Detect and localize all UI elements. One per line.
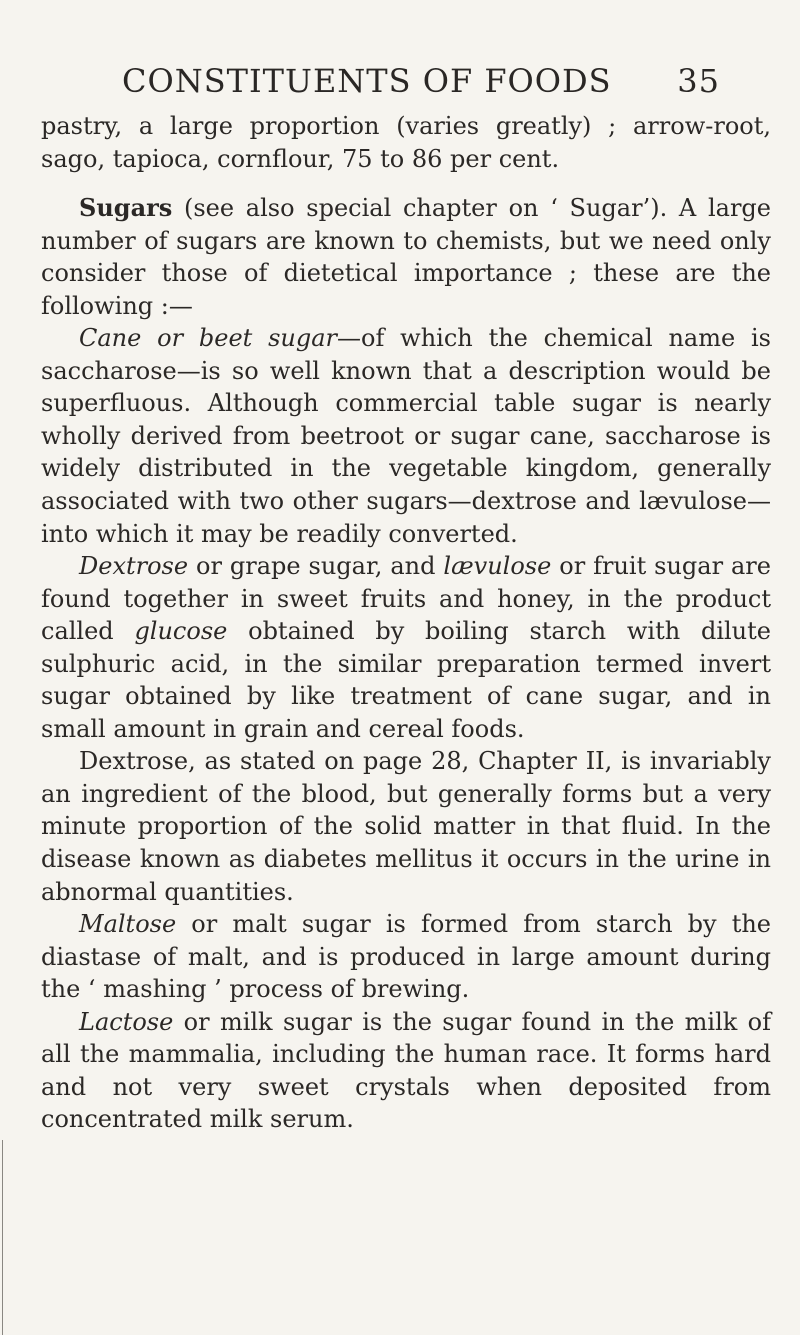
page-header (122, 62, 720, 112)
paragraph-cane-beet-sugar (41, 322, 771, 550)
paragraph-text: or milk sugar is the sugar found in the milk of all the mammalia, including the human race. It forms hard and not very sweet crystals when deposited from concentrated milk serum. (41, 1007, 771, 1134)
section-heading-sugars: Sugars (79, 193, 173, 223)
paragraph-starches-continued (41, 110, 771, 175)
page-edge-line (2, 1140, 3, 1335)
paragraph-text: or malt sugar is formed from starch by the diastase of malt, and is produced in large amount during the ‘ mashing ’ process of brewing. (41, 910, 771, 1004)
paragraph-dextrose-blood (41, 745, 771, 908)
paragraph-text: Dextrose, as stated on page 28, Chapter II, is invariably an ingredient of the blood, but generally forms but a very minute proportion of the solid matter in that fluid. In the disease known as diabetes mellitus it occurs in the urine in abnormal quantities. (41, 747, 771, 906)
paragraph-text: or fruit sugar are found together in sweet fruits and honey, in the product called (41, 552, 771, 646)
term-maltose: Maltose (79, 910, 177, 939)
page-number: 35 (677, 62, 720, 100)
running-title: CONSTITUENTS OF FOODS (122, 62, 612, 100)
term-dextrose: Dextrose (79, 552, 189, 581)
body-text (41, 110, 771, 1136)
paragraph-text: —of which the chemical name is saccharose—is so well known that a description would be superfluous. Although commercial table sugar is nearly wholly derived from beetroot or sugar cane, saccharose is widely distributed in the vegetable kingdom, generally associated with two other sugars—dextrose and lævulose—into which it may be readily converted. (41, 324, 771, 548)
paragraph-text: or grape sugar, and (188, 552, 444, 581)
paragraph-maltose (41, 908, 771, 1006)
paragraph-lactose (41, 1006, 771, 1136)
term-laevulose: lævulose (443, 552, 552, 581)
paragraph-text: (see also special chapter on ‘ Sugar’). A large number of sugars are known to chemists, but we need only consider those of dietetical importance ; these are the following :— (41, 194, 771, 320)
paragraph-text: obtained by boiling starch with dilute sulphuric acid, in the similar preparation termed invert sugar obtained by like treatment of cane sugar, and in small amount in grain and cereal foods. (41, 617, 771, 743)
paragraph-sugars (41, 192, 771, 322)
term-cane-beet-sugar: Cane or beet sugar (79, 324, 338, 353)
paragraph-text: pastry, a large proportion (varies greatly) ; arrow-root, sago, tapioca, cornflour, 75 to 86 per cent. (41, 112, 771, 173)
term-lactose: Lactose (79, 1007, 174, 1036)
paragraph-dextrose-laevulose (41, 550, 771, 745)
term-glucose: glucose (134, 617, 228, 646)
